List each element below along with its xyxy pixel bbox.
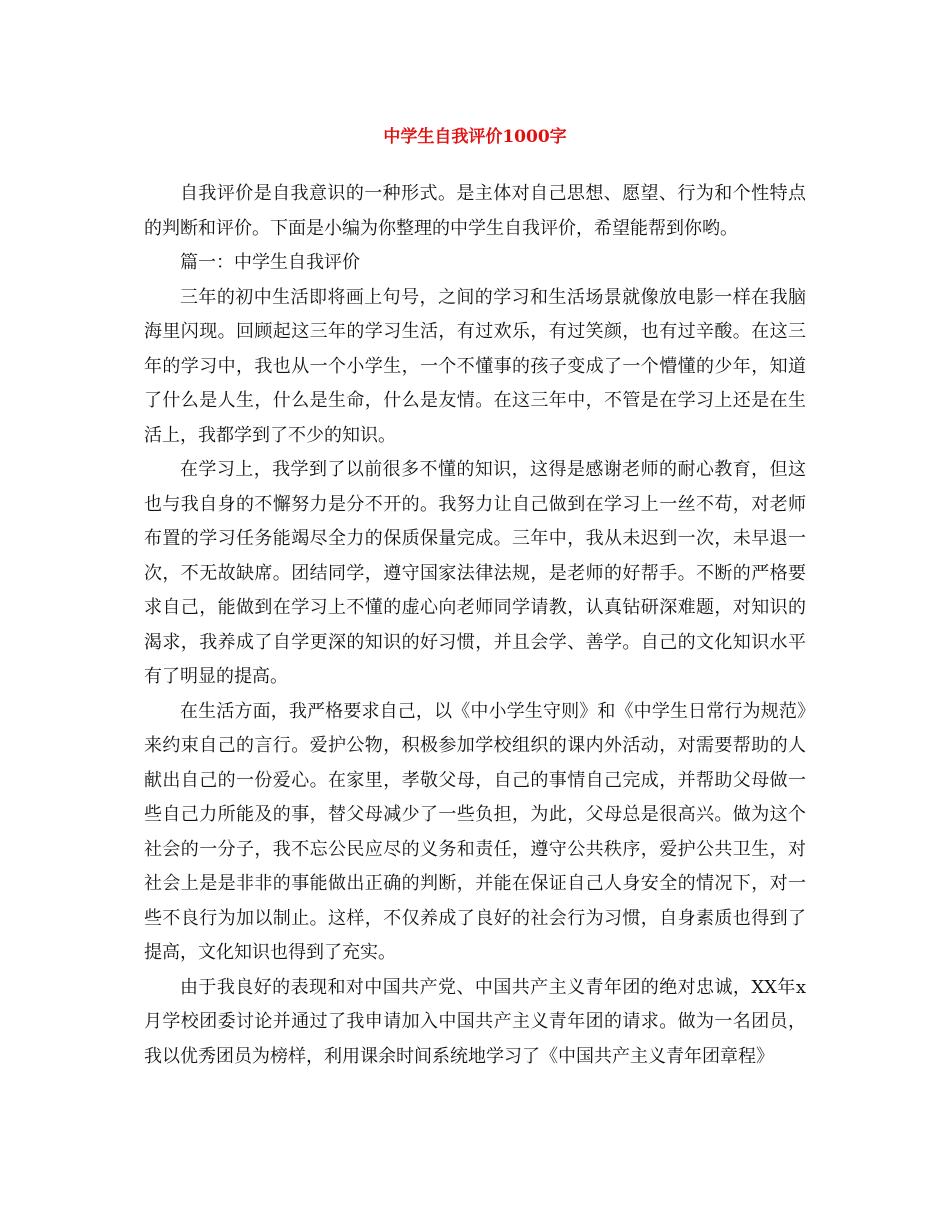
document-body — [144, 177, 806, 1074]
document-title: 中学生自我评价1000字 — [383, 127, 567, 147]
paragraph-life: 在生活方面，我严格要求自己，以《中小学生守则》和《中学生日常行为规范》来约束自己的言行。爱护公物，积极参加学校组织的课内外活动，对需要帮助的人献出自己的一份爱心。在家里，孝敬父母，自己的事情自己完成，并帮助父母做一些自己力所能及的事，替父母减少了一些负担，为此，父母总是很高兴。做为这个社会的一分子，我不忘公民应尽的义务和责任，遵守公共秩序，爱护公共卫生，对社会上是是非非的事能做出正确的判断，并能在保证自己人身安全的情况下，对一些不良行为加以制止。这样，不仅养成了良好的社会行为习惯，自身素质也得到了提高，文化知识也得到了充实。 — [144, 700, 806, 963]
paragraph-intro: 自我评价是自我意识的一种形式。是主体对自己思想、愿望、行为和个性特点的判断和评价。下面是小编为你整理的中学生自我评价，希望能帮到你哟。 — [144, 183, 806, 239]
section-heading: 篇一：中学生自我评价 — [180, 252, 360, 273]
paragraph-overview: 三年的初中生活即将画上句号，之间的学习和生活场景就像放电影一样在我脑海里闪现。回顾起这三年的学习生活，有过欢乐，有过笑颜，也有过辛酸。在这三年的学习中，我也从一个小学生，一个不懂事的孩子变成了一个懵懂的少年，知道了什么是人生，什么是生命，什么是友情。在这三年中，不管是在学习上还是在生活上，我都学到了不少的知识。 — [144, 286, 806, 446]
paragraph-study: 在学习上，我学到了以前很多不懂的知识，这得是感谢老师的耐心教育，但这也与我自身的不懈努力是分不开的。我努力让自己做到在学习上一丝不苟，对老师布置的学习任务能竭尽全力的保质保量完成。三年中，我从未迟到一次，未早退一次，不无故缺席。团结同学，遵守国家法律法规，是老师的好帮手。不断的严格要求自己，能做到在学习上不懂的虚心向老师同学请教，认真钻研深难题，对知识的渴求，我养成了自学更深的知识的好习惯，并且会学、善学。自己的文化知识水平有了明显的提高。 — [144, 459, 806, 687]
paragraph-league: 由于我良好的表现和对中国共产党、中国共产主义青年团的绝对忠诚，XX年x月学校团委讨论并通过了我申请加入中国共产主义青年团的请求。做为一名团员，我以优秀团员为榜样，利用课余时间系统地学习了《中国共产主义青年团章程》 — [144, 976, 806, 1067]
